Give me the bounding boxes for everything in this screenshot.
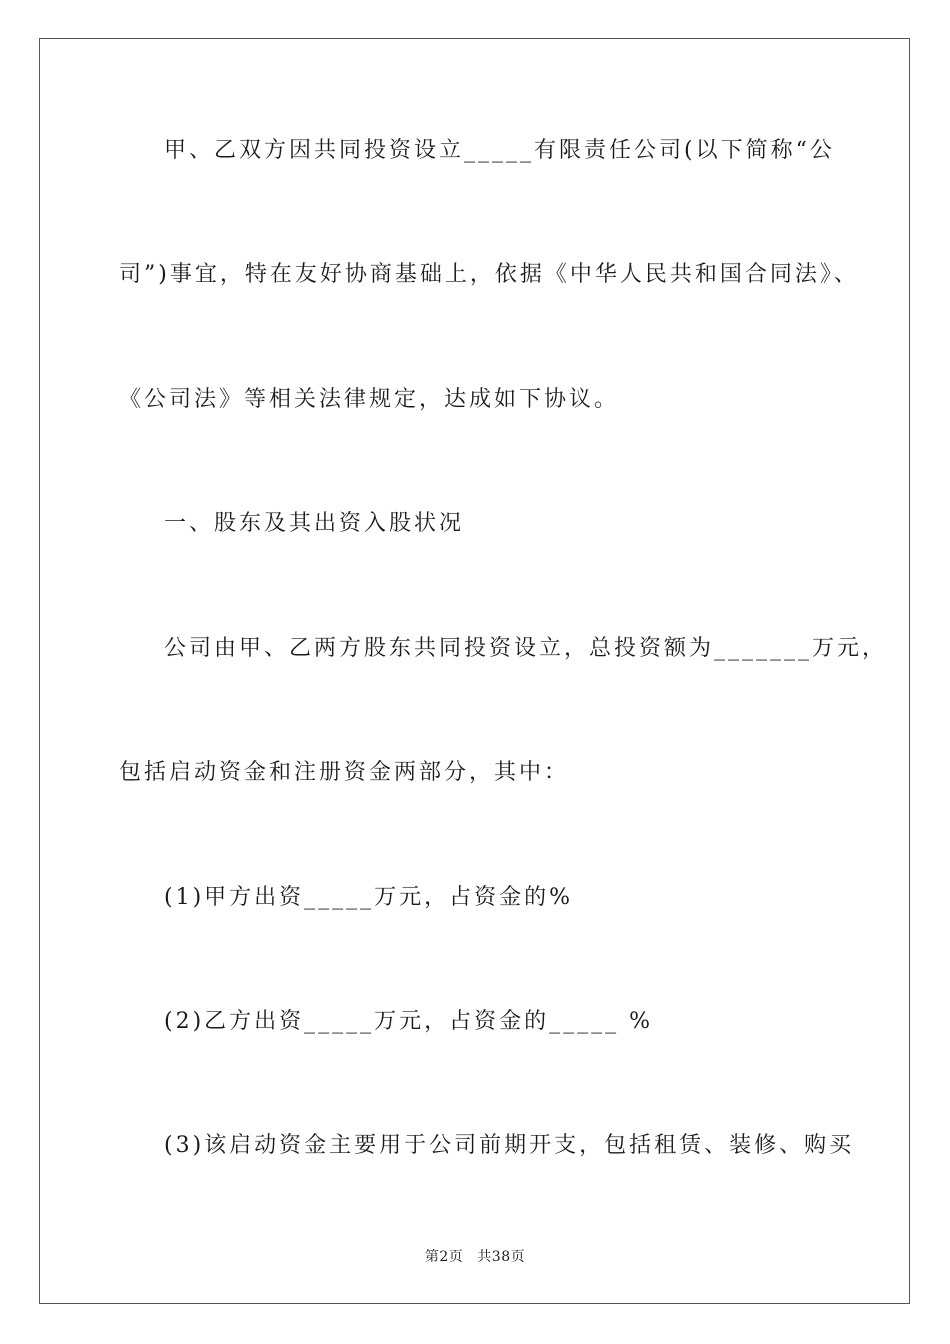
section-heading: 一、股东及其出资入股状况	[164, 511, 465, 536]
list-item-1: (1)甲方出资_____万元，占资金的%	[164, 885, 574, 910]
paragraph-line-5: 包括启动资金和注册资金两部分，其中：	[119, 760, 570, 785]
page-number: 第2页	[424, 1249, 464, 1265]
page-border	[39, 38, 910, 1304]
page-total: 共38页	[477, 1249, 526, 1265]
paragraph-line-1: 甲、乙双方因共同投资设立_____有限责任公司(以下简称“公	[164, 138, 835, 163]
paragraph-line-2: 司”)事宜，特在友好协商基础上，依据《中华人民共和国合同法》、	[119, 262, 859, 287]
paragraph-line-3: 《公司法》等相关法律规定，达成如下协议。	[119, 387, 620, 412]
page-footer	[0, 1246, 950, 1266]
paragraph-line-4: 公司由甲、乙两方股东共同投资设立，总投资额为_______万元，	[164, 636, 888, 661]
list-item-3: (3)该启动资金主要用于公司前期开支，包括租赁、装修、购买	[164, 1133, 855, 1158]
list-item-2: (2)乙方出资_____万元，占资金的_____ %	[164, 1009, 654, 1034]
